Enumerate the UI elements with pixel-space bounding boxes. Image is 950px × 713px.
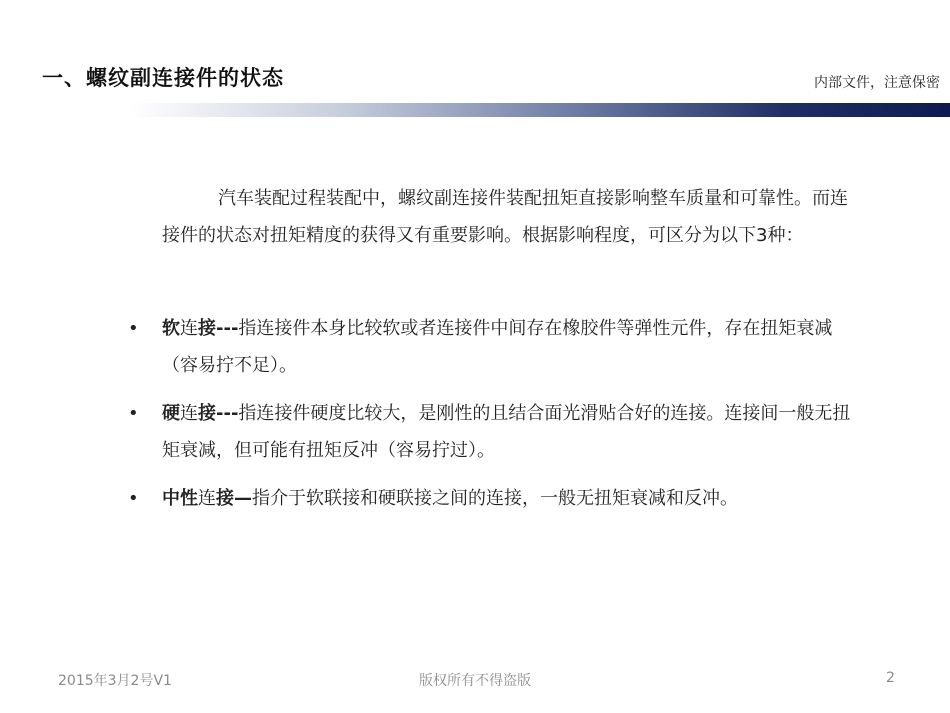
bullet-term-end: 接---	[198, 403, 239, 424]
footer-date: 2015年3月2号V1	[58, 673, 172, 689]
bullet-term: 中性	[162, 488, 198, 509]
bullet-term-mid: 连	[180, 403, 198, 424]
bullet-text	[162, 395, 862, 469]
bullet-text	[162, 480, 862, 517]
bullet-term-mid: 连	[198, 488, 216, 509]
bullet-term: 软	[162, 318, 180, 339]
bullet-description: 指介于软联接和硬联接之间的连接，一般无扭矩衰减和反冲。	[252, 488, 738, 509]
bullet-term-end: 接---	[198, 318, 239, 339]
bullet-term-end: 接—	[216, 488, 252, 509]
bullet-marker: •	[128, 318, 139, 339]
confidential-notice: 内部文件，注意保密	[814, 75, 940, 91]
footer-copyright: 版权所有不得盗版	[419, 673, 531, 689]
page-number: 2	[886, 670, 895, 686]
bullet-description: 指连接件硬度比较大，是刚性的且结合面光滑贴合好的连接。连接间一般无扭矩衰减，但可能有扭矩反冲（容易拧过）。	[162, 403, 851, 461]
bullet-text	[162, 310, 862, 384]
bullet-description: 指连接件本身比较软或者连接件中间存在橡胶件等弹性元件，存在扭矩衰减（容易拧不足）。	[162, 318, 833, 376]
bullet-term: 硬	[162, 403, 180, 424]
title-underline-bar	[130, 103, 950, 117]
slide-title: 一、螺纹副连接件的状态	[42, 66, 284, 90]
bullet-marker: •	[128, 403, 139, 424]
bullet-marker: •	[128, 488, 139, 509]
bullet-term-mid: 连	[180, 318, 198, 339]
intro-paragraph: 汽车装配过程装配中，螺纹副连接件装配扭矩直接影响整车质量和可靠性。而连接件的状态对扭矩精度的获得又有重要影响。根据影响程度，可区分为以下3种：	[162, 188, 848, 246]
